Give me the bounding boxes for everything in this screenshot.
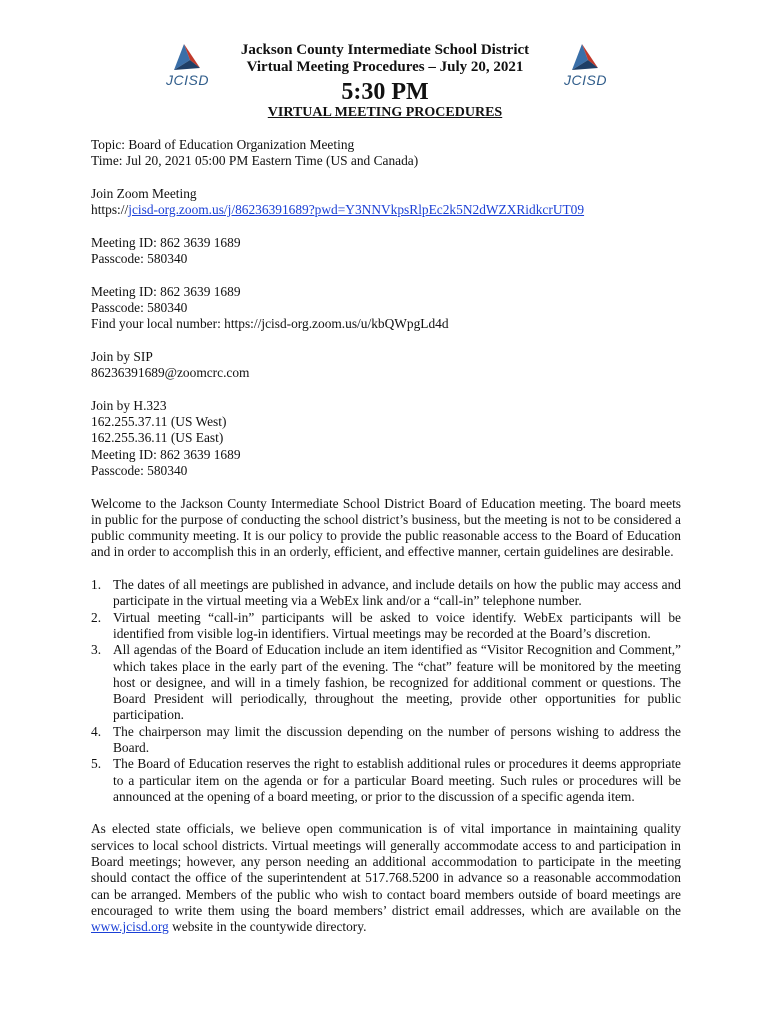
list-item	[91, 756, 681, 805]
closing-paragraph	[91, 821, 681, 935]
list-item	[91, 610, 681, 643]
list-text: All agendas of the Board of Education include an item identified as “Visitor Recognition and Comment,” which takes place in the early part of the evening. The “chat” feature will be monitored by the meeting host or designee, and will in a timely fashion, be recognized for additional comment or questions. The Board President will periodically, throughout the meeting, provide other opportunities for public participation.	[113, 642, 681, 723]
sip-address: 86236391689@zoomcrc.com	[91, 365, 250, 381]
list-number: 4.	[91, 723, 102, 739]
meeting-id: Meeting ID: 862 3639 1689	[91, 234, 241, 250]
section-title: VIRTUAL MEETING PROCEDURES	[267, 105, 503, 120]
h323-us-east: 162.255.36.11 (US East)	[91, 430, 224, 446]
passcode: Passcode: 580340	[91, 299, 188, 315]
logo-text: JCISD	[166, 72, 209, 88]
logo-text: JCISD	[564, 72, 607, 88]
list-text: The Board of Education reserves the right to establish additional rules or procedures it deems appropriate to a particular item on the agenda or for a particular Board meeting. Such rules or procedures will be announced at the opening of a board meeting, or prior to the discussion of a specific agenda item.	[113, 756, 681, 804]
list-item	[91, 724, 681, 757]
document-subtitle: Virtual Meeting Procedures – July 20, 2021	[246, 59, 524, 75]
closing-text: As elected state officials, we believe open communication is of vital importance in maintaining quality services to local school districts. Virtual meetings will generally accommodate access to and participation in Board meetings; however, any person needing an additional accommodation to participate in the meeting should contact the office of the superintendent at 517.768.5200 in advance so a reasonable accommodation can be arranged. Members of the public who wish to contact board members outside of board meetings are encouraged to write them using the board members’ district email addresses, which are available on the	[91, 821, 681, 918]
list-number: 3.	[91, 642, 102, 658]
sip-label: Join by SIP	[91, 348, 153, 364]
meeting-time: 5:30 PM	[341, 79, 429, 105]
zoom-url-prefix: https://	[91, 202, 129, 218]
meeting-time-line: Time: Jul 20, 2021 05:00 PM Eastern Time (US and Canada)	[91, 153, 419, 169]
h323-label: Join by H.323	[91, 397, 167, 413]
list-number: 5.	[91, 756, 102, 772]
closing-suffix: website in the countywide directory.	[168, 919, 367, 935]
local-number-line: Find your local number: https://jcisd-org.zoom.us/u/kbQWpgLd4d	[91, 316, 449, 332]
meeting-id: Meeting ID: 862 3639 1689	[91, 283, 241, 299]
list-text: Virtual meeting “call-in” participants will be asked to voice identify. WebEx participants will be identified from visible log-in identifiers. Virtual meetings may be recorded at the Board’s discretion.	[113, 609, 681, 641]
welcome-paragraph: Welcome to the Jackson County Intermediate School District Board of Education meeting. The board meets in public for the purpose of conducting the school district’s business, but the meeting is not to be considered a public community meeting. It is our policy to provide the public reasonable access to the Board of Education and in order to accomplish this in an orderly, efficient, and effective manner, certain guidelines are desirable.	[91, 495, 681, 560]
list-item	[91, 642, 681, 723]
zoom-meeting-link[interactable]: jcisd-org.zoom.us/j/86236391689?pwd=Y3NNVkpsRlpEc2k5N2dWZXRidkcrUT09	[128, 202, 585, 218]
jcisd-website-link[interactable]: www.jcisd.org	[91, 919, 169, 935]
guidelines-list	[91, 577, 681, 805]
list-number: 2.	[91, 609, 102, 625]
meeting-id: Meeting ID: 862 3639 1689	[91, 446, 241, 462]
district-title: Jackson County Intermediate School District	[240, 42, 530, 58]
list-text: The dates of all meetings are published in advance, and include details on how the public may access and participate in the virtual meeting via a WebEx link and/or a “call-in” telephone number.	[113, 577, 681, 609]
passcode: Passcode: 580340	[91, 462, 188, 478]
passcode: Passcode: 580340	[91, 251, 188, 267]
list-number: 1.	[91, 577, 102, 593]
join-zoom-label: Join Zoom Meeting	[91, 185, 197, 201]
list-item	[91, 577, 681, 610]
meeting-topic: Topic: Board of Education Organization Meeting	[91, 137, 355, 152]
h323-us-west: 162.255.37.11 (US West)	[91, 414, 227, 430]
zoom-url-line	[91, 202, 681, 218]
list-text: The chairperson may limit the discussion depending on the number of persons wishing to address the Board.	[113, 723, 681, 755]
document-body	[91, 137, 681, 936]
